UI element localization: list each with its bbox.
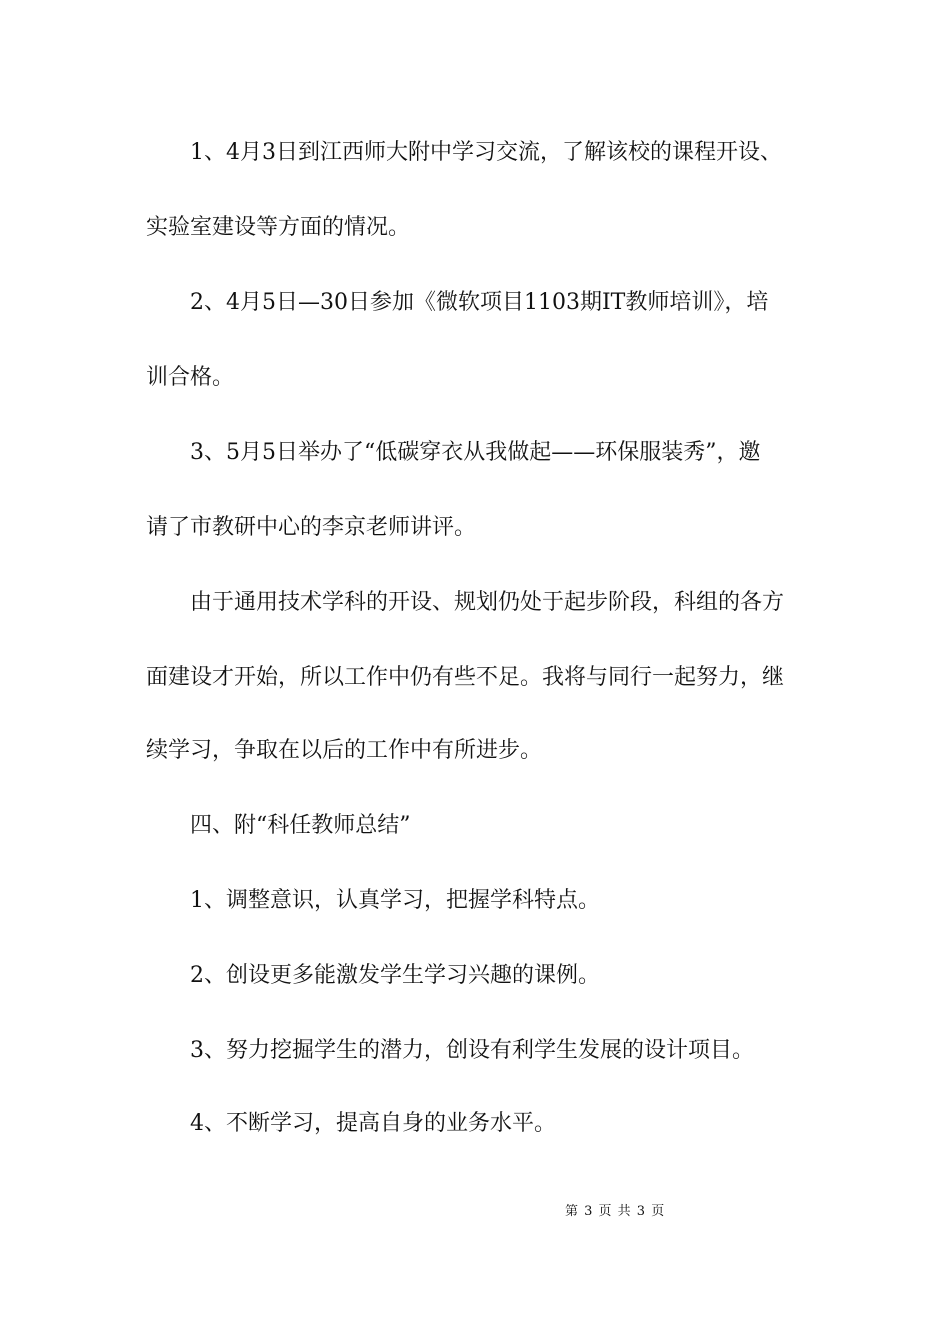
paragraph-line: 2、4月5日—30日参加《微软项目1103期IT教师培训》，培 — [190, 290, 769, 315]
paragraph-line: 1、4月3日到江西师大附中学习交流，了解该校的课程开设、 — [190, 140, 782, 165]
list-item: 1、调整意识，认真学习，把握学科特点。 — [190, 888, 600, 913]
page-footer: 第 3 页 共 3 页 — [565, 1204, 666, 1219]
list-item: 2、创设更多能激发学生学习兴趣的课例。 — [190, 963, 600, 988]
paragraph-line: 续学习，争取在以后的工作中有所进步。 — [146, 738, 543, 763]
paragraph-line: 由于通用技术学科的开设、规划仍处于起步阶段，科组的各方 — [190, 590, 785, 615]
list-item: 3、努力挖掘学生的潜力，创设有利学生发展的设计项目。 — [190, 1038, 754, 1063]
paragraph-line: 训合格。 — [146, 365, 235, 390]
paragraph-line: 面建设才开始，所以工作中仍有些不足。我将与同行一起努力，继 — [146, 665, 785, 690]
paragraph-line: 请了市教研中心的李京老师讲评。 — [146, 515, 477, 540]
paragraph-line: 3、5月5日举办了“低碳穿衣从我做起——环保服装秀”，邀 — [190, 440, 761, 465]
section-heading: 四、附“科任教师总结” — [190, 813, 411, 838]
list-item: 4、不断学习，提高自身的业务水平。 — [190, 1111, 556, 1136]
paragraph-line: 实验室建设等方面的情况。 — [146, 215, 411, 240]
